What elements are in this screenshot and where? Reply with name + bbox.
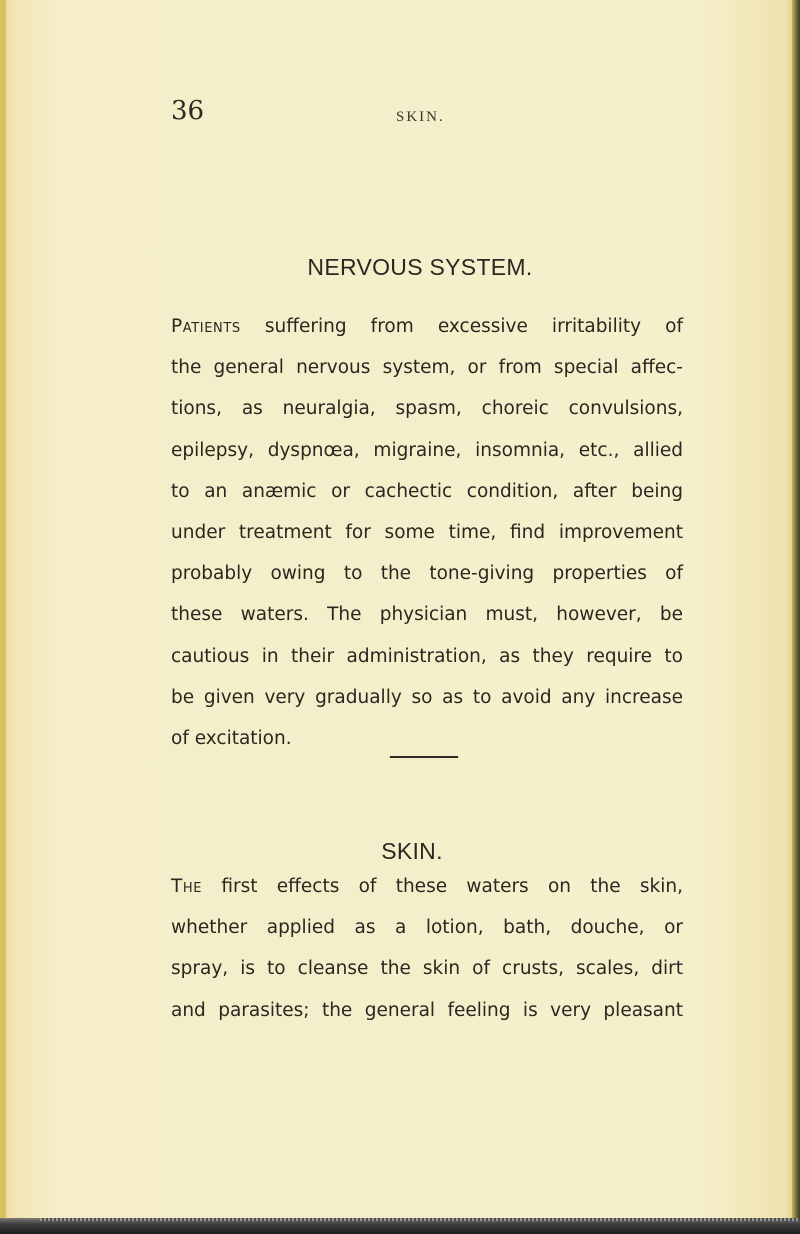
lead-word: Patients — [171, 316, 241, 337]
page-left-edge — [0, 0, 6, 1234]
page-header — [171, 96, 671, 136]
lead-word: The — [171, 876, 203, 897]
paragraph-line: spray, is to cleanse the skin of crusts, scales, dirt — [171, 958, 683, 980]
paragraph-line: of excitation. — [171, 728, 292, 750]
running-head: SKIN. — [396, 109, 445, 125]
section-title-skin: SKIN. — [381, 838, 443, 864]
paragraph-line: whether applied as a lotion, bath, douche, or — [171, 917, 683, 939]
paragraph-line — [171, 306, 683, 347]
paragraph-line — [171, 866, 683, 907]
page-right-edge — [792, 0, 800, 1234]
paragraph-line: and parasites; the general feeling is very pleasant — [171, 999, 683, 1021]
paragraph-line: the general nervous system, or from special affec- — [171, 357, 683, 379]
paragraph-line: to an anæmic or cachectic condition, after being — [171, 480, 683, 502]
paragraph-line: epilepsy, dyspnœa, migraine, insomnia, etc., allied — [171, 439, 683, 461]
line-text: suffering from excessive irritability of — [240, 316, 683, 337]
paragraph-line: these waters. The physician must, however, be — [171, 604, 683, 626]
paragraph-line: cautious in their administration, as they require to — [171, 645, 683, 667]
paragraph-skin — [171, 866, 683, 1031]
page-number: 36 — [171, 96, 205, 126]
section-divider — [390, 756, 458, 758]
line-text: first effects of these waters on the skin, — [202, 876, 683, 897]
paragraph-line: under treatment for some time, find improvement — [171, 522, 683, 544]
paragraph-nervous-system — [171, 306, 683, 759]
paragraph-line: probably owing to the tone-giving properties of — [171, 563, 683, 585]
section-title-nervous-system: NERVOUS SYSTEM. — [307, 254, 533, 280]
paragraph-line: be given very gradually so as to avoid any increase — [171, 686, 683, 708]
paragraph-line: tions, as neuralgia, spasm, choreic convulsions, — [171, 398, 683, 420]
page-bottom-edge — [0, 1218, 800, 1234]
